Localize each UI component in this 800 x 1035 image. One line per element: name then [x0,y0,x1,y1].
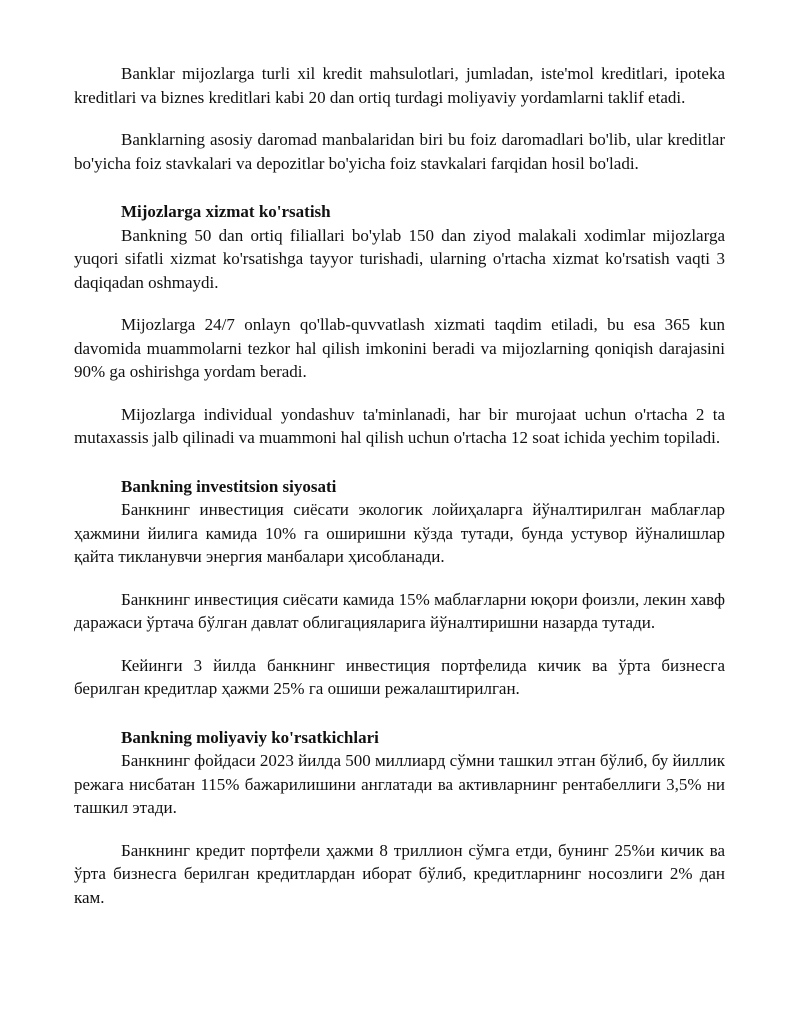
section-1-paragraph-3: Mijozlarga individual yondashuv ta'minlanadi, har bir murojaat uchun o'rtacha 2 ta mutaxassis jalb qilinadi va muammoni hal qilish uchun o'rtacha 12 soat ichida yechim topiladi. [74,404,725,447]
section-2-paragraph-1: Банкнинг инвестиция сиёсати экологик лойиҳаларга йўналтирилган маблағлар ҳажмини йилига камида 10% га оширишни кўзда тутади, бунда устувор йўналишлар қайта тикланувчи энергия манбалари ҳисобланади. [74,500,725,566]
document-page [74,62,725,909]
section-2-paragraph-3: Кейинги 3 йилда банкнинг инвестиция портфелида кичик ва ўрта бизнесга берилган кредитлар ҳажми 25% га ошиши режалаштирилган. [74,655,725,698]
section-1-paragraph-2: Mijozlarga 24/7 onlayn qo'llab-quvvatlash xizmati taqdim etiladi, bu esa 365 kun davomida muammolarni tezkor hal qilish imkonini beradi va mijozlarning qoniqish darajasini 90% ga oshirishga yordam beradi. [74,315,725,381]
section-1-paragraph-1: Bankning 50 dan ortiq filiallari bo'ylab 150 dan ziyod malakali xodimlar mijozlarga yuqori sifatli xizmat ko'rsatishga tayyor turishadi, ularning o'rtacha xizmat ko'rsatish vaqti 3 daqiqadan oshmaydi. [74,225,725,292]
section-heading-customer-service: Mijozlarga xizmat ko'rsatish [121,202,331,221]
intro-paragraph-2: Banklarning asosiy daromad manbalaridan biri bu foiz daromadlari bo'lib, ular kreditlar bo'yicha foiz stavkalari va depozitlar bo'yicha foiz stavkalari farqidan hosil bo'ladi. [74,130,725,173]
section-2-paragraph-2: Банкнинг инвестиция сиёсати камида 15% маблағларни юқори фоизли, лекин хавф даражаси ўртача бўлган давлат облигацияларига йўналтиришни назарда тутади. [74,589,725,632]
section-heading-financial-indicators: Bankning moliyaviy ko'rsatkichlari [121,727,379,747]
section-3-paragraph-1: Банкнинг фойдаси 2023 йилда 500 миллиард сўмни ташкил этган бўлиб, бу йиллик режага нисбатан 115% бажарилишини англатади ва активларнинг рентабеллиги 3,5% ни ташкил этади. [74,751,725,817]
section-heading-investment-policy: Bankning investitsion siyosati [121,476,337,496]
intro-paragraph-1: Banklar mijozlarga turli xil kredit mahsulotlari, jumladan, iste'mol kreditlari, ipoteka kreditlari va biznes kreditlari kabi 20 dan ortiq turdagi moliyaviy yordamlarni taklif etadi. [74,64,725,107]
section-3-paragraph-2: Банкнинг кредит портфели ҳажми 8 триллион сўмга етди, бунинг 25%и кичик ва ўрта бизнесга берилган кредитлардан иборат бўлиб, кредитларнинг носозлиги 2% дан кам. [74,840,725,907]
